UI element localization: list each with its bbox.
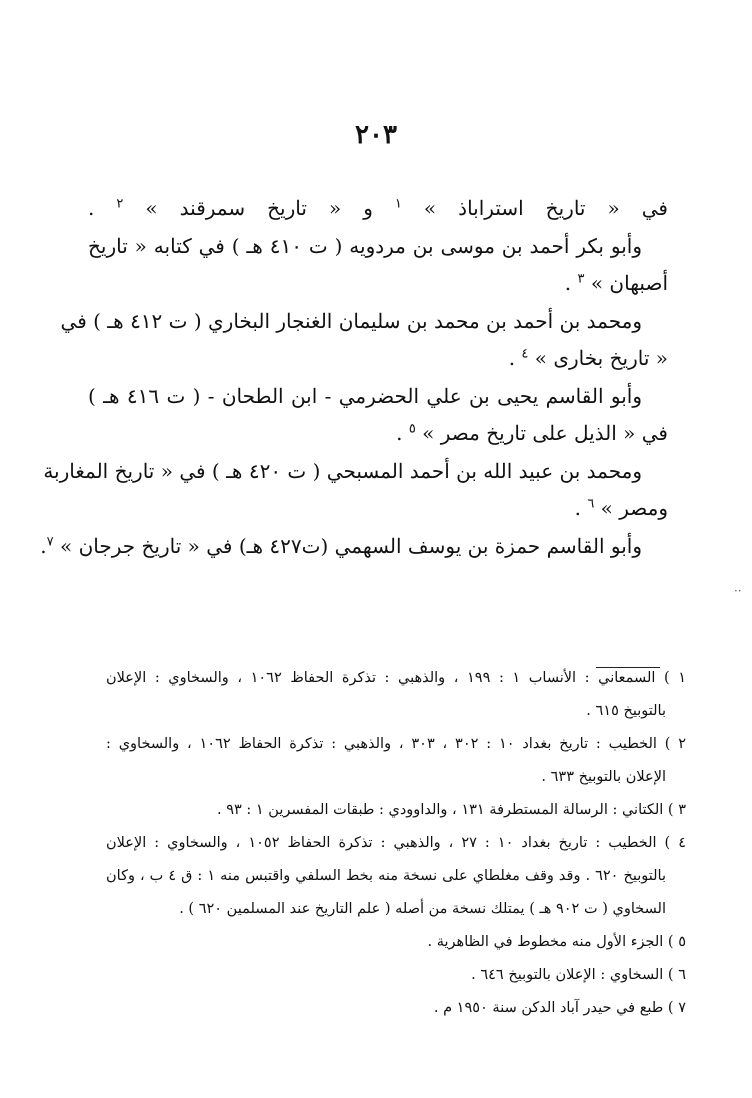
footnote-ref: ٤	[521, 346, 529, 362]
footnote-line: بالتوبيخ ٦٢٠ . وقد وقف مغلطاي على نسخة منه بخط السلفي واقتبس منه ١ : ق ٤ ب ، وكان	[106, 868, 666, 884]
footnote-ref: ٧	[46, 533, 54, 549]
footnote-ref: ٢	[116, 196, 124, 212]
page-number: ٢٠٣	[355, 120, 397, 150]
main-text	[40, 190, 668, 565]
body-line: في « الذيل على تاريخ مصر » $^٥$ .	[396, 421, 668, 445]
footnote-ref: ٥	[408, 421, 416, 437]
footnote-line: ٢ ) الخطيب : تاريخ بغداد ١٠ : ٣٠٢ ، ٣٠٣ ، والذهبي : تذكرة الحفاظ ١٠٦٢ ، والسخاوي :	[106, 736, 686, 752]
footnote-line: ٥ ) الجزء الأول منه مخطوط في الظاهرية .	[427, 934, 686, 950]
body-line: ومصر » $^٦$ .	[574, 496, 668, 520]
footnote-line: ١ ) السمعاني : الأنساب ١ : ١٩٩ ، والذهبي : تذكرة الحفاظ ١٠٦٢ ، والسخاوي : الإعلان	[106, 670, 686, 686]
body-line: في « تاريخ استراباذ » $^١$ و « تاريخ سمرقند » $^٢$ .	[88, 196, 668, 220]
footnote-line: ٦ ) السخاوي : الإعلان بالتوبيخ ٦٤٦ .	[471, 967, 686, 983]
margin-mark: ··	[734, 584, 742, 598]
footnote-line: بالتوبيخ ٦١٥ .	[586, 703, 666, 719]
footnote-ref: ٦	[587, 496, 595, 512]
footnote-line: ٣ ) الكتاني : الرسالة المستطرفة ١٣١ ، والداوودي : طبقات المفسرين ١ : ٩٣ .	[216, 802, 686, 818]
footnote-line: ٧ ) طبع في حيدر آباد الدكن سنة ١٩٥٠ م .	[433, 1000, 686, 1016]
body-line: وأبو القاسم حمزة بن يوسف السهمي (ت٤٢٧ هـ) في « تاريخ جرجان » $^٧$.	[40, 533, 642, 558]
body-line: ومحمد بن أحمد بن محمد بن سليمان الغنجار البخاري ( ت ٤١٢ هـ ) في	[60, 308, 642, 333]
footnote-line: السخاوي ( ت ٩٠٢ هـ ) يمتلك نسخة من أصله ( علم التاريخ عند المسلمين ٦٢٠ ) .	[179, 901, 666, 917]
body-line: أصبهان » $^٣$ .	[564, 271, 668, 295]
footnote-ref: ٣	[577, 271, 585, 287]
body-line: ومحمد بن عبيد الله بن أحمد المسبحي ( ت ٤٢٠ هـ ) في « تاريخ المغاربة	[43, 458, 642, 483]
footnote-ref: ١	[394, 196, 402, 212]
footnote-line: ٤ ) الخطيب : تاريخ بغداد ١٠ : ٢٧ ، والذهبي : تذكرة الحفاظ ١٠٥٢ ، والسخاوي : الإعلان	[106, 835, 686, 851]
footnote-line: الإعلان بالتوبيخ ٦٣٣ .	[541, 769, 666, 785]
footnotes	[106, 662, 686, 1025]
body-line: « تاريخ بخارى » $^٤$ .	[508, 346, 668, 370]
body-line: وأبو القاسم يحيى بن علي الحضرمي - ابن الطحان - ( ت ٤١٦ هـ )	[88, 383, 642, 408]
body-line: وأبو بكر أحمد بن موسى بن مردويه ( ت ٤١٠ هـ ) في كتابه « تاريخ	[88, 233, 643, 258]
